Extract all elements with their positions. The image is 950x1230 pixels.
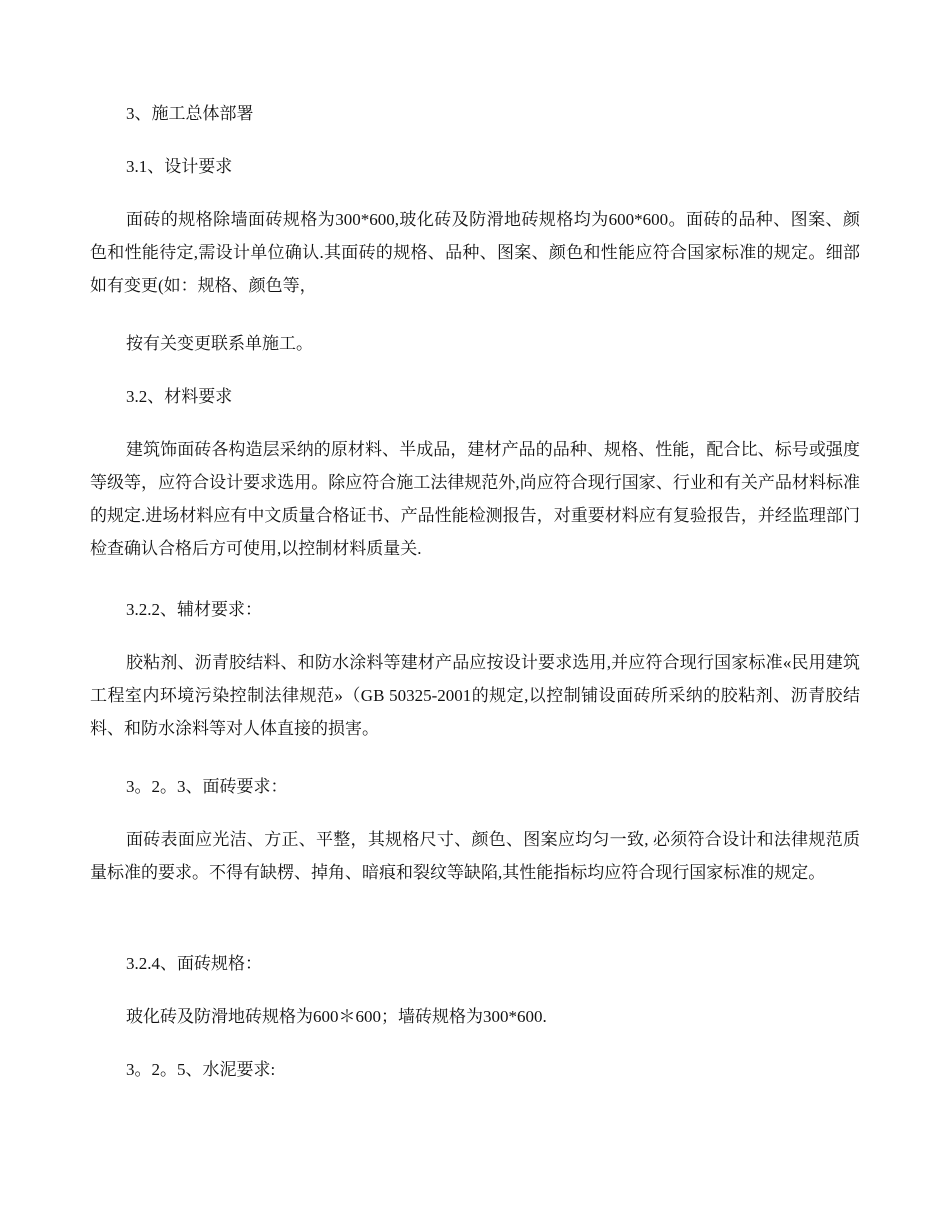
paragraph-material-requirements: 建筑饰面砖各构造层采纳的原材料、半成品，建材产品的品种、规格、性能，配合比、标号或强度等级等，应符合设计要求选用。除应符合施工法律规范外,尚应符合现行国家、行业和有关产品材料标准的规定.进场材料应有中文质量合格证书、产品性能检测报告，对重要材料应有复验报告，并经监理部门检查确认合格后方可使用,以控制材料质量关. [90,440,860,558]
section-heading-3-2: 3.2、材料要求 [126,387,233,406]
paragraph-change-order: 按有关变更联系单施工。 [126,334,313,353]
section-heading-3-1: 3.1、设计要求 [126,157,233,176]
paragraph-tile-requirements: 面砖表面应光洁、方正、平整，其规格尺寸、颜色、图案应均匀一致, 必须符合设计和法律规范质量标准的要求。不得有缺楞、掉角、暗痕和裂纹等缺陷,其性能指标均应符合现行国家标准的规定。 [90,830,860,882]
paragraph-tile-specifications: 玻化砖及防滑地砖规格为600＊600；墙砖规格为300*600. [126,1007,547,1026]
section-heading-3-2-2: 3.2.2、辅材要求： [126,600,262,619]
section-heading-3-2-4: 3.2.4、面砖规格： [126,954,262,973]
section-heading-3-2-5: 3。2。5、水泥要求: [126,1060,276,1079]
paragraph-design-requirements: 面砖的规格除墙面砖规格为300*600,玻化砖及防滑地砖规格均为600*600。面砖的品种、图案、颜色和性能待定,需设计单位确认.其面砖的规格、品种、图案、颜色和性能应符合国家标准的规定。细部如有变更(如：规格、颜色等， [90,210,860,295]
paragraph-auxiliary-materials: 胶粘剂、沥青胶结料、和防水涂料等建材产品应按设计要求选用,并应符合现行国家标准«民用建筑工程室内环境污染控制法律规范»（GB 50325-2001的规定,以控制铺设面砖所采纳的胶粘剂、沥青胶结料、和防水涂料等对人体直接的损害。 [90,653,860,738]
section-heading-3-2-3: 3。2。3、面砖要求： [126,777,288,796]
section-heading-3: 3、施工总体部署 [126,104,254,123]
